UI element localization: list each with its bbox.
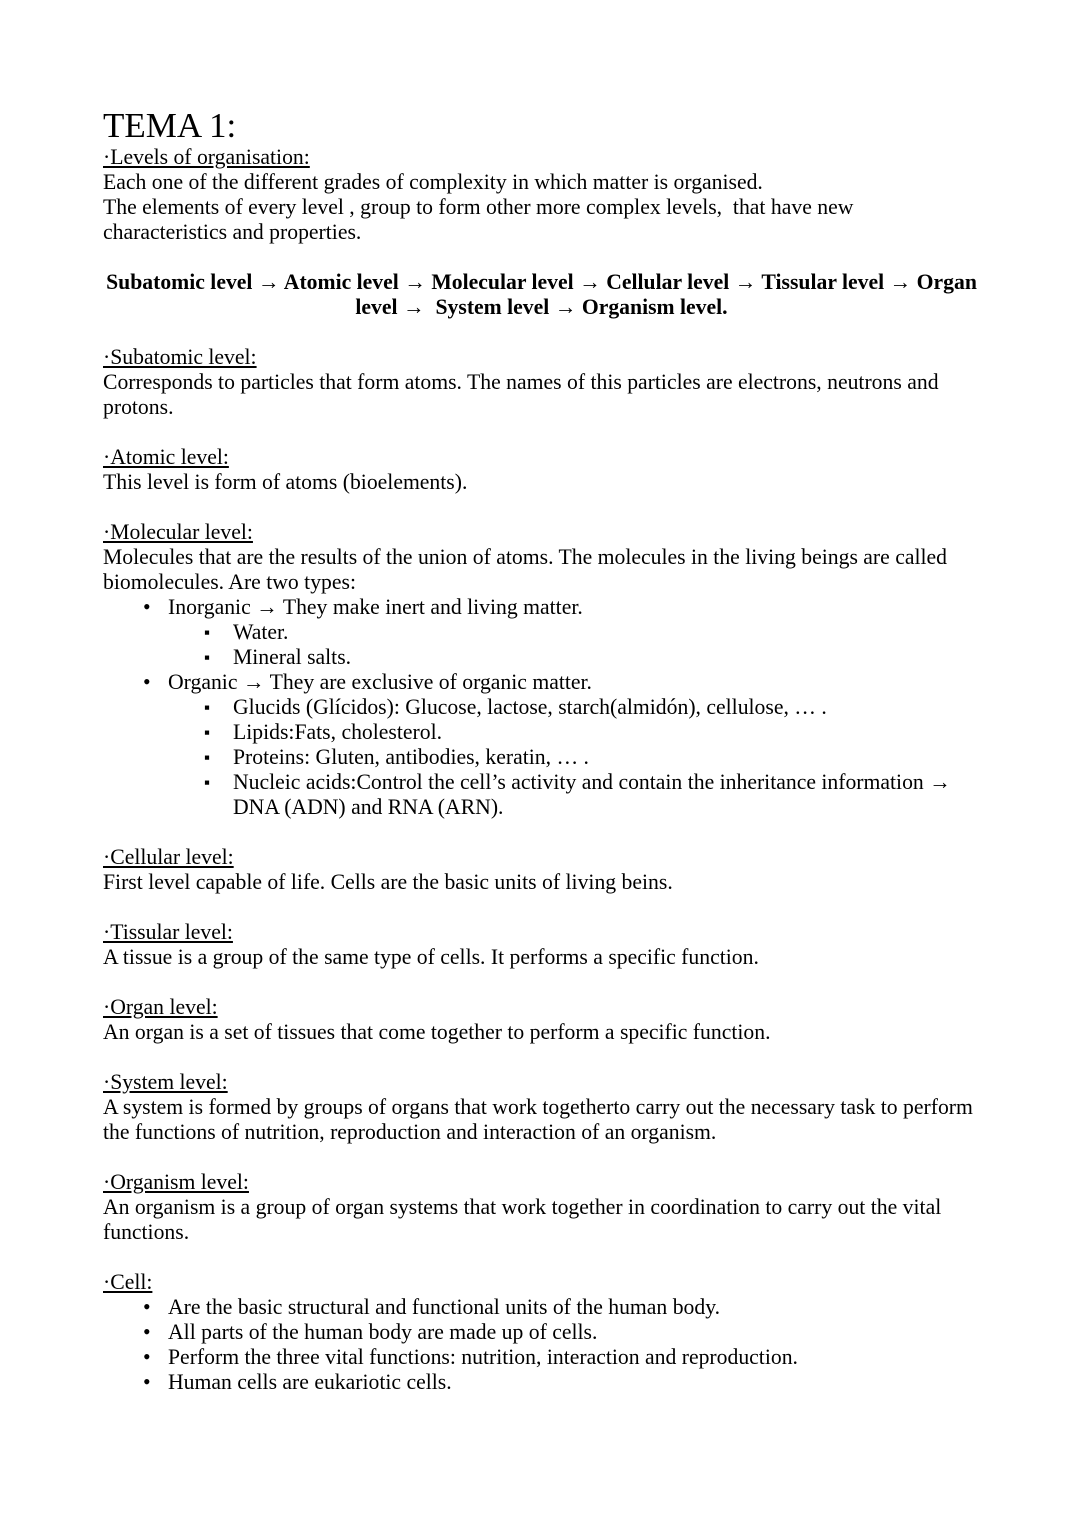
list-item-lipids bbox=[103, 720, 980, 745]
section-heading-molecular: ·Molecular level: bbox=[103, 520, 253, 544]
list-item-glucids bbox=[103, 695, 980, 720]
bullet-icon: • bbox=[143, 670, 151, 694]
paragraph-atomic: This level is form of atoms (bioelements). bbox=[103, 470, 468, 494]
square-bullet-icon: ▪ bbox=[204, 723, 211, 742]
list-item-text: Lipids:Fats, cholesterol. bbox=[233, 720, 443, 744]
list-item-cell-4 bbox=[103, 1370, 980, 1395]
section-organism-level bbox=[103, 1170, 980, 1245]
section-heading-atomic: ·Atomic level: bbox=[103, 445, 229, 469]
levels-flow-line-1: Subatomic level → Atomic level → Molecular level → Cellular level → Tissular level → Organ bbox=[106, 270, 977, 294]
list-item-cell-2 bbox=[103, 1320, 980, 1345]
section-cell bbox=[103, 1270, 980, 1395]
bullet-icon: • bbox=[143, 595, 151, 619]
paragraph-system: A system is formed by groups of organs that work togetherto carry out the necessary task to perform the functions of nutrition, reproduction and interaction of an organism. bbox=[103, 1095, 979, 1144]
paragraph-organ: An organ is a set of tissues that come together to perform a specific function. bbox=[103, 1020, 771, 1044]
list-item-text: Organic → They are exclusive of organic matter. bbox=[168, 670, 592, 694]
list-item-text: Human cells are eukariotic cells. bbox=[168, 1370, 452, 1394]
section-heading-cell: ·Cell: bbox=[103, 1270, 153, 1294]
square-bullet-icon: ▪ bbox=[204, 698, 211, 717]
list-item-text: Proteins: Gluten, antibodies, keratin, … . bbox=[233, 745, 589, 769]
section-molecular-level bbox=[103, 520, 980, 820]
section-heading-levels-of-organisation: ·Levels of organisation: bbox=[103, 145, 310, 169]
bullet-icon: • bbox=[143, 1320, 151, 1344]
levels-flow-line-2: level → System level → Organism level. bbox=[355, 295, 728, 319]
paragraph-intro-1: Each one of the different grades of complexity in which matter is organised. bbox=[103, 170, 763, 194]
section-heading-subatomic: ·Subatomic level: bbox=[103, 345, 257, 369]
list-item-cell-3 bbox=[103, 1345, 980, 1370]
list-item-text: Perform the three vital functions: nutrition, interaction and reproduction. bbox=[168, 1345, 798, 1369]
list-item-text: Inorganic → They make inert and living matter. bbox=[168, 595, 583, 619]
square-bullet-icon: ▪ bbox=[204, 748, 211, 767]
paragraph-organism: An organism is a group of organ systems that work together in coordination to carry out the vital functions. bbox=[103, 1195, 947, 1244]
list-item-water bbox=[103, 620, 980, 645]
paragraph-molecular: Molecules that are the results of the union of atoms. The molecules in the living beings are called biomolecules. Are two types: bbox=[103, 545, 953, 594]
list-item-text: Nucleic acids:Control the cell’s activity and contain the inheritance information → DNA (ADN) and RNA (ARN). bbox=[233, 770, 957, 819]
paragraph-tissular: A tissue is a group of the same type of cells. It performs a specific function. bbox=[103, 945, 759, 969]
list-item-organic bbox=[103, 670, 980, 695]
list-item-nucleic-acids bbox=[103, 770, 980, 820]
section-levels-of-organisation bbox=[103, 145, 980, 245]
bullet-icon: • bbox=[143, 1295, 151, 1319]
list-item-mineral-salts bbox=[103, 645, 980, 670]
section-system-level bbox=[103, 1070, 980, 1145]
list-item-cell-1 bbox=[103, 1295, 980, 1320]
square-bullet-icon: ▪ bbox=[204, 623, 211, 642]
list-item-text: All parts of the human body are made up of cells. bbox=[168, 1320, 598, 1344]
section-heading-system: ·System level: bbox=[103, 1070, 228, 1094]
section-heading-cellular: ·Cellular level: bbox=[103, 845, 234, 869]
list-item-text: Water. bbox=[233, 620, 289, 644]
section-tissular-level bbox=[103, 920, 980, 970]
square-bullet-icon: ▪ bbox=[204, 773, 211, 792]
list-item-text: Glucids (Glícidos): Glucose, lactose, starch(almidón), cellulose, … . bbox=[233, 695, 827, 719]
section-organ-level bbox=[103, 995, 980, 1045]
list-item-text: Mineral salts. bbox=[233, 645, 352, 669]
section-heading-tissular: ·Tissular level: bbox=[103, 920, 233, 944]
levels-flow-diagram bbox=[103, 270, 980, 320]
list-item-proteins bbox=[103, 745, 980, 770]
list-item-inorganic bbox=[103, 595, 980, 620]
paragraph-intro-2: The elements of every level , group to form other more complex levels, that have new characteristics and properties. bbox=[103, 195, 859, 244]
square-bullet-icon: ▪ bbox=[204, 648, 211, 667]
bullet-icon: • bbox=[143, 1345, 151, 1369]
section-cellular-level bbox=[103, 845, 980, 895]
paragraph-cellular: First level capable of life. Cells are the basic units of living beins. bbox=[103, 870, 673, 894]
list-item-text: Are the basic structural and functional units of the human body. bbox=[168, 1295, 721, 1319]
page-title: TEMA 1: bbox=[103, 106, 237, 145]
section-heading-organ: ·Organ level: bbox=[103, 995, 218, 1019]
section-atomic-level bbox=[103, 445, 980, 495]
paragraph-subatomic: Corresponds to particles that form atoms. The names of this particles are electrons, neutrons and protons. bbox=[103, 370, 944, 419]
bullet-icon: • bbox=[143, 1370, 151, 1394]
section-subatomic-level bbox=[103, 345, 980, 420]
section-heading-organism: ·Organism level: bbox=[103, 1170, 249, 1194]
